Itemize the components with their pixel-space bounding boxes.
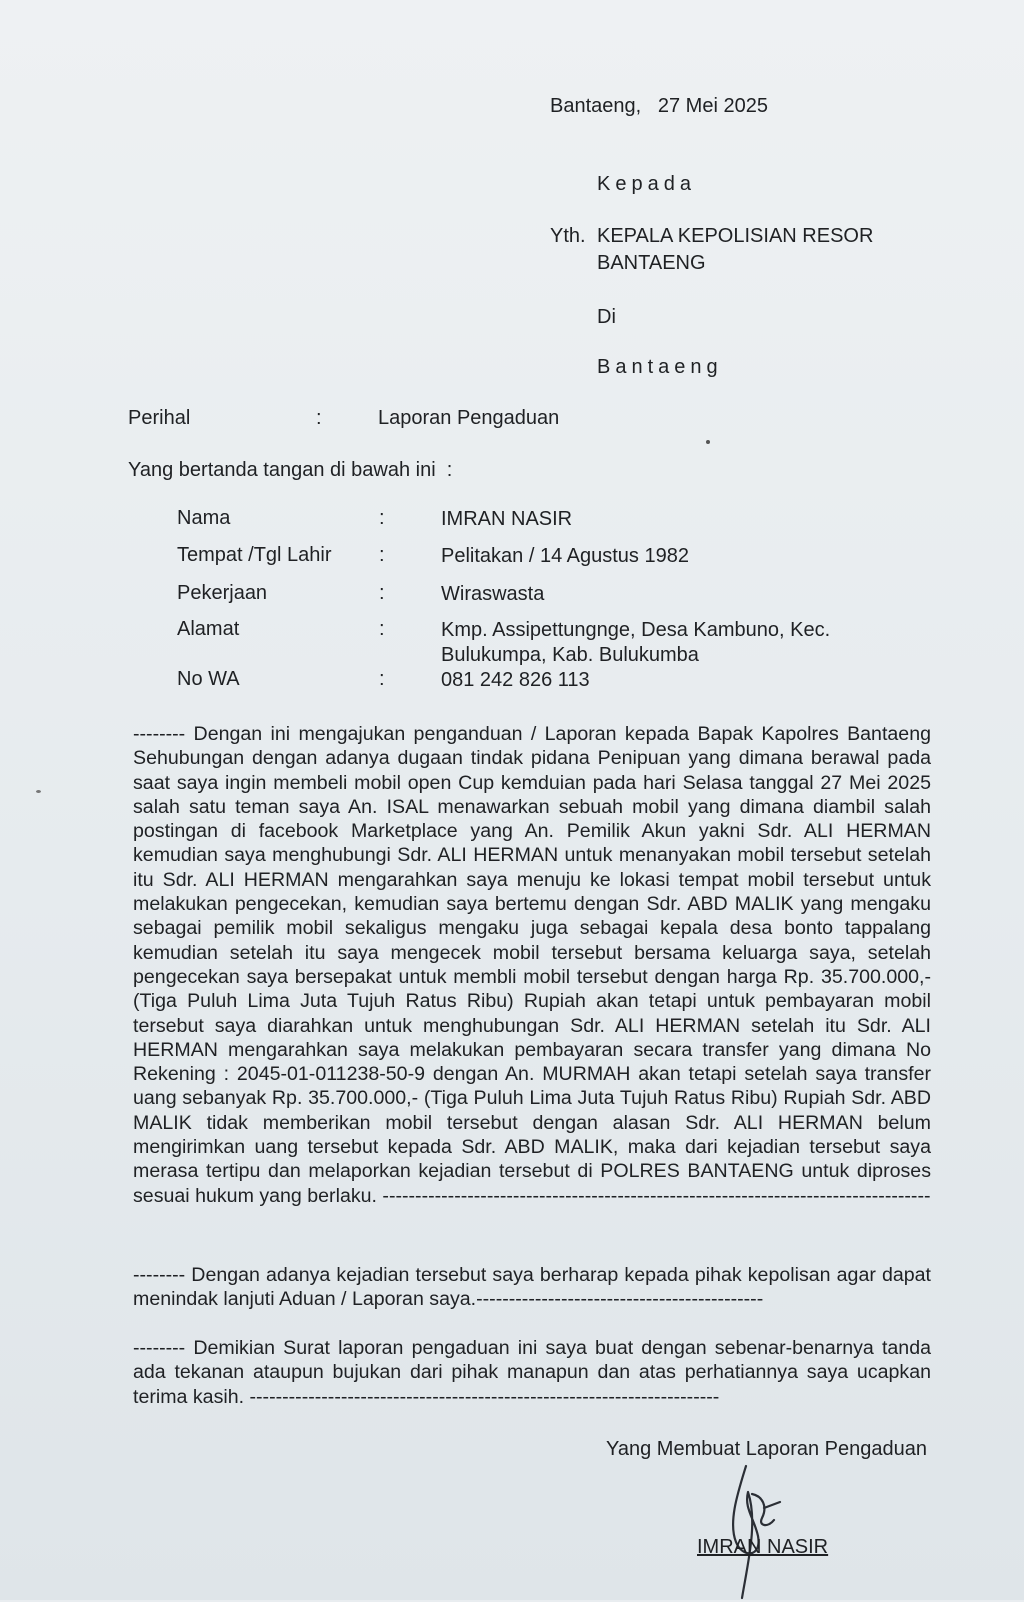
- identity-label-wa: No WA: [177, 668, 240, 690]
- perihal-colon: :: [316, 407, 322, 429]
- recipient-line-1: KEPALA KEPOLISIAN RESOR: [597, 225, 874, 247]
- perihal-value: Laporan Pengaduan: [378, 407, 560, 429]
- recipient-line-2: BANTAENG: [597, 252, 706, 274]
- identity-value-ttl: Pelitakan / 14 Agustus 1982: [441, 545, 689, 567]
- body-paragraph-closing: -------- Demikian Surat laporan pengaduan ini saya buat dengan sebenar-benarnya tanda ada tekanan ataupun bujukan dari pihak manapun dan atas perhatiannya saya ucapkan terima kasih. ------------------------------------------------------------------------: [133, 1337, 931, 1408]
- signer-name: IMRAN NASIR: [697, 1536, 829, 1558]
- body-paragraph-hope: -------- Dengan adanya kejadian tersebut saya berharap kepada pihak kepolisan agar dapat menindak lanjuti Aduan / Laporan saya.--------------------------------------------: [133, 1264, 931, 1311]
- di-label: Di: [597, 306, 616, 328]
- identity-value-wa: 081 242 826 113: [441, 669, 590, 691]
- identity-colon: :: [379, 507, 385, 529]
- yth-label: Yth.: [550, 225, 586, 247]
- identity-label-nama: Nama: [177, 507, 231, 529]
- kepada-label: Kepada: [597, 173, 696, 195]
- ink-speck: [706, 440, 710, 444]
- identity-colon: :: [379, 544, 385, 566]
- identity-label-ttl: Tempat /Tgl Lahir: [177, 544, 332, 566]
- identity-label-alamat: Alamat: [177, 618, 240, 640]
- body-paragraph-main: -------- Dengan ini mengajukan penganduan / Laporan kepada Bapak Kapolres Bantaeng Sehubungan dengan adanya dugaan tindak pidana Penipuan yang dimana berawal pada saat saya ingin membeli mobil open Cup kemduian pada hari Selasa tanggal 27 Mei 2025 salah satu teman saya An. ISAL menawarkan sebuah mobil yang dimana diambil salah postingan di facebook Marketplace yang An. Pemilik Akun yakni Sdr. ALI HERMAN kemudian saya menghubungi Sdr. ALI HERMAN untuk menanyakan mobil tersebut setelah itu Sdr. ALI HERMAN mengarahkan saya menuju ke lokasi tempat mobil tersebut untuk melakukan pengecekan, kemudian saya bertemu dengan Sdr. ABD MALIK yang mengaku sebagai pemilik mobil sekaligus mengaku juga sebagai kepala desa bonto tappalang kemudian setelah itu saya mengecek mobil tersebut bersama keluarga saya, setelah pengecekan saya bersepakat untuk membli mobil tersebut dengan harga Rp. 35.700.000,- (Tiga Puluh Lima Juta Tujuh Ratus Ribu) Rupiah akan tetapi untuk pembayaran mobil tersebut saya diarahkan untuk menghubungan Sdr. ALI HERMAN setelah itu Sdr. ALI HERMAN mengarahkan saya melakukan pembayaran secara transfer yang dimana No Rekening : 2045-01-011238-50-9 dengan An. MURMAH akan tetapi setelah saya transfer uang sebanyak Rp. 35.700.000,- (Tiga Puluh Lima Juta Tujuh Ratus Ribu) Rupiah Sdr. ABD MALIK tidak memberikan mobil tersebut dengan alasan Sdr. ALI HERMAN belum mengirimkan uang tersebut kepada Sdr. ABD MALIK, maka dari kejadian tersebut saya merasa tertipu dan melaporkan kejadian tersebut di POLRES BANTAENG untuk diproses sesuai hukum yang berlaku. ------------------------------------------------------------------------------------: [133, 723, 931, 1207]
- identity-value-alamat: Kmp. Assipettungnge, Desa Kambuno, Kec. Bulukumpa, Kab. Bulukumba: [441, 619, 831, 666]
- identity-value-pekerjaan: Wiraswasta: [441, 583, 545, 605]
- signature-mark: [718, 1462, 808, 1602]
- ink-speck: [36, 790, 41, 793]
- identity-label-pekerjaan: Pekerjaan: [177, 582, 268, 604]
- closing-label: Yang Membuat Laporan Pengaduan: [606, 1438, 927, 1460]
- identity-colon: :: [379, 618, 385, 640]
- identity-colon: :: [379, 582, 385, 604]
- place-date: Bantaeng, 27 Mei 2025: [550, 95, 768, 117]
- identity-value-nama: IMRAN NASIR: [441, 508, 573, 530]
- identity-colon: :: [379, 668, 385, 690]
- intro-line: Yang bertanda tangan di bawah ini :: [128, 459, 453, 481]
- recipient-city: Bantaeng: [597, 356, 723, 378]
- perihal-label: Perihal: [128, 407, 191, 429]
